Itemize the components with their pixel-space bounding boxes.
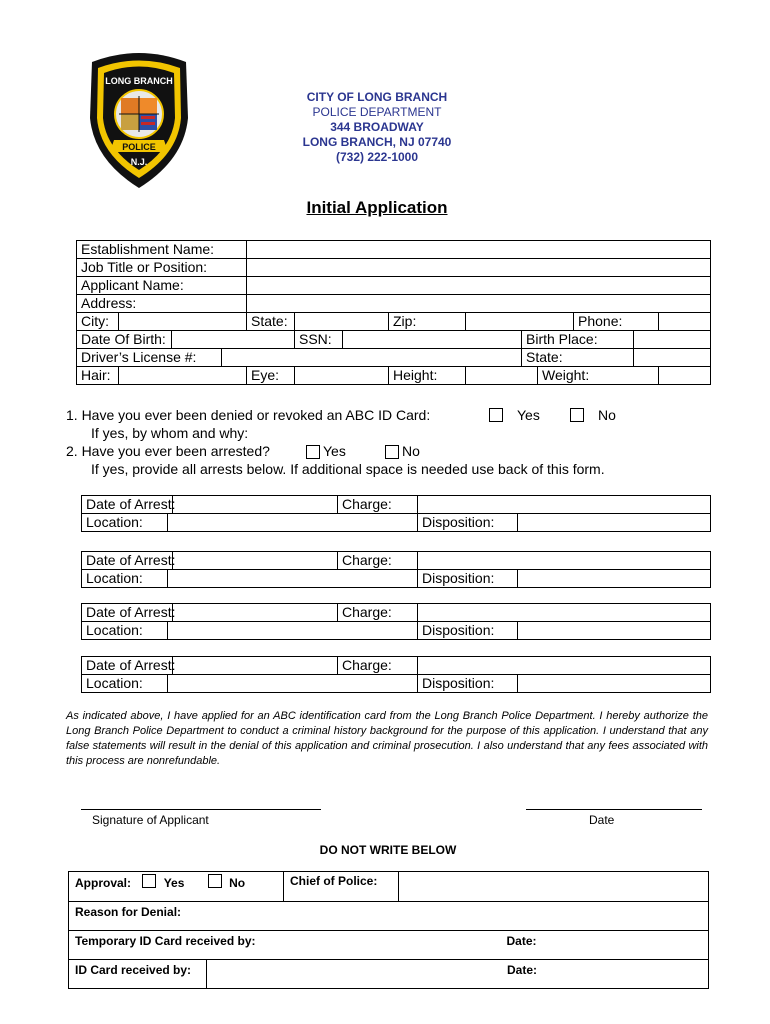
disposition-input[interactable]	[518, 675, 711, 693]
city-state-zip: LONG BRANCH, NJ 07740	[302, 135, 452, 149]
id-card-input[interactable]	[207, 960, 709, 989]
approval-no-label: No	[229, 876, 246, 890]
q1-yes-label: Yes	[517, 407, 540, 423]
q2-yes-label: Yes	[323, 443, 346, 459]
charge-label: Charge:	[338, 604, 418, 622]
phone-number: (732) 222-1000	[335, 150, 419, 164]
arrest-date-label: Date of Arrest:	[82, 496, 173, 513]
disposition-input[interactable]	[518, 622, 711, 640]
city-label: City:	[77, 313, 119, 331]
arrest-date-label: Date of Arrest:	[82, 604, 173, 621]
dob-input[interactable]	[172, 331, 295, 349]
office-use-heading: DO NOT WRITE BELOW	[319, 843, 457, 857]
disposition-label: Disposition:	[418, 514, 518, 532]
arrest-date-input[interactable]	[173, 552, 337, 569]
reason-label: Reason for Denial:	[75, 905, 182, 919]
approval-label: Approval:	[75, 876, 132, 890]
arrest-record-table	[81, 551, 711, 588]
chief-input[interactable]	[399, 872, 709, 902]
signature-line[interactable]	[81, 809, 321, 810]
arrest-record-table	[81, 656, 711, 693]
state-input[interactable]	[295, 313, 389, 331]
applicant-name-input[interactable]	[247, 277, 711, 295]
temp-card-date-label: Date:	[506, 934, 537, 948]
police-badge-logo	[84, 48, 194, 190]
arrest-date-input[interactable]	[173, 496, 337, 513]
charge-label: Charge:	[338, 657, 418, 675]
q1-no-label: No	[598, 407, 616, 423]
approval-yes-checkbox[interactable]	[142, 874, 156, 888]
height-label: Height:	[389, 367, 466, 385]
location-input[interactable]	[168, 675, 418, 693]
department-header	[262, 90, 492, 165]
q1-yes-checkbox[interactable]	[489, 408, 503, 422]
svg-text:LONG BRANCH: LONG BRANCH	[105, 76, 173, 86]
zip-label: Zip:	[389, 313, 466, 331]
office-use-table	[68, 871, 709, 989]
job-title-label: Job Title or Position:	[77, 259, 247, 277]
q1-no-checkbox[interactable]	[570, 408, 584, 422]
hair-label: Hair:	[77, 367, 119, 385]
location-input[interactable]	[168, 514, 418, 532]
establishment-input[interactable]	[247, 241, 711, 259]
location-label: Location:	[82, 622, 168, 640]
page-title: Initial Application	[306, 198, 448, 217]
arrest-record-table	[81, 495, 711, 532]
license-input[interactable]	[222, 349, 522, 367]
arrest-date-label: Date of Arrest:	[82, 657, 173, 674]
establishment-label: Establishment Name:	[77, 241, 247, 259]
question-2: 2. Have you ever been arrested?	[66, 443, 270, 459]
approval-no-checkbox[interactable]	[208, 874, 222, 888]
applicant-name-label: Applicant Name:	[77, 277, 247, 295]
id-card-label: ID Card received by:	[75, 963, 192, 977]
id-card-date-label: Date:	[507, 963, 538, 977]
location-label: Location:	[82, 675, 168, 693]
disposition-label: Disposition:	[418, 675, 518, 693]
charge-input[interactable]	[418, 604, 711, 622]
charge-label: Charge:	[338, 496, 418, 514]
location-label: Location:	[82, 514, 168, 532]
address-label: Address:	[77, 295, 247, 313]
charge-input[interactable]	[418, 552, 711, 570]
location-label: Location:	[82, 570, 168, 588]
zip-input[interactable]	[466, 313, 574, 331]
hair-input[interactable]	[119, 367, 247, 385]
approval-yes-label: Yes	[163, 876, 185, 890]
phone-input[interactable]	[659, 313, 711, 331]
state-label: State:	[247, 313, 295, 331]
svg-text:POLICE: POLICE	[122, 142, 156, 152]
city-input[interactable]	[119, 313, 247, 331]
location-input[interactable]	[168, 570, 418, 588]
arrest-record-table	[81, 603, 711, 640]
weight-label: Weight:	[538, 367, 659, 385]
location-input[interactable]	[168, 622, 418, 640]
date-line[interactable]	[526, 809, 702, 810]
disposition-label: Disposition:	[418, 570, 518, 588]
license-state-label: State:	[522, 349, 634, 367]
chief-label: Chief of Police:	[283, 872, 398, 901]
applicant-info-table	[76, 240, 711, 385]
arrest-date-label: Date of Arrest:	[82, 552, 173, 569]
q2-no-label: No	[402, 443, 420, 459]
charge-input[interactable]	[418, 496, 711, 514]
disposition-label: Disposition:	[418, 622, 518, 640]
license-label: Driver’s License #:	[77, 349, 222, 367]
arrest-date-input[interactable]	[173, 657, 337, 674]
eye-label: Eye:	[247, 367, 295, 385]
ssn-input[interactable]	[343, 331, 522, 349]
temp-card-label: Temporary ID Card received by:	[75, 934, 256, 948]
job-title-input[interactable]	[247, 259, 711, 277]
license-state-input[interactable]	[634, 349, 711, 367]
dob-label: Date Of Birth:	[77, 331, 172, 349]
address-input[interactable]	[247, 295, 711, 313]
disposition-input[interactable]	[518, 514, 711, 532]
signature-caption: Signature of Applicant	[92, 813, 209, 827]
q2-yes-checkbox[interactable]	[306, 445, 320, 459]
weight-input[interactable]	[659, 367, 711, 385]
question-1-followup: If yes, by whom and why:	[91, 425, 249, 441]
question-1: 1. Have you ever been denied or revoked an ABC ID Card:	[66, 407, 431, 423]
arrest-date-input[interactable]	[173, 604, 337, 621]
ssn-label: SSN:	[295, 331, 343, 349]
svg-text:N.J.: N.J.	[130, 157, 148, 167]
birth-place-input[interactable]	[634, 331, 711, 349]
phone-label: Phone:	[574, 313, 659, 331]
charge-label: Charge:	[338, 552, 418, 570]
height-input[interactable]	[466, 367, 538, 385]
street-address: 344 BROADWAY	[330, 120, 424, 134]
department-name: POLICE DEPARTMENT	[312, 105, 442, 119]
date-caption: Date	[589, 813, 615, 827]
city-name: CITY OF LONG BRANCH	[306, 90, 448, 104]
charge-input[interactable]	[418, 657, 711, 675]
eye-input[interactable]	[295, 367, 389, 385]
question-2-followup: If yes, provide all arrests below. If additional space is needed use back of this form.	[91, 461, 605, 477]
authorization-statement: As indicated above, I have applied for an ABC identification card from the Long Branch Police Department. I hereby authorize the Long Branch Police Department to conduct a criminal history background for the purpose of this application. I understand that any false statements will result in the denial of this application and criminal prosecution. I also understand that any fees associated with this process are nonrefundable.	[66, 710, 708, 767]
q2-no-checkbox[interactable]	[385, 445, 399, 459]
birth-place-label: Birth Place:	[522, 331, 634, 349]
disposition-input[interactable]	[518, 570, 711, 588]
